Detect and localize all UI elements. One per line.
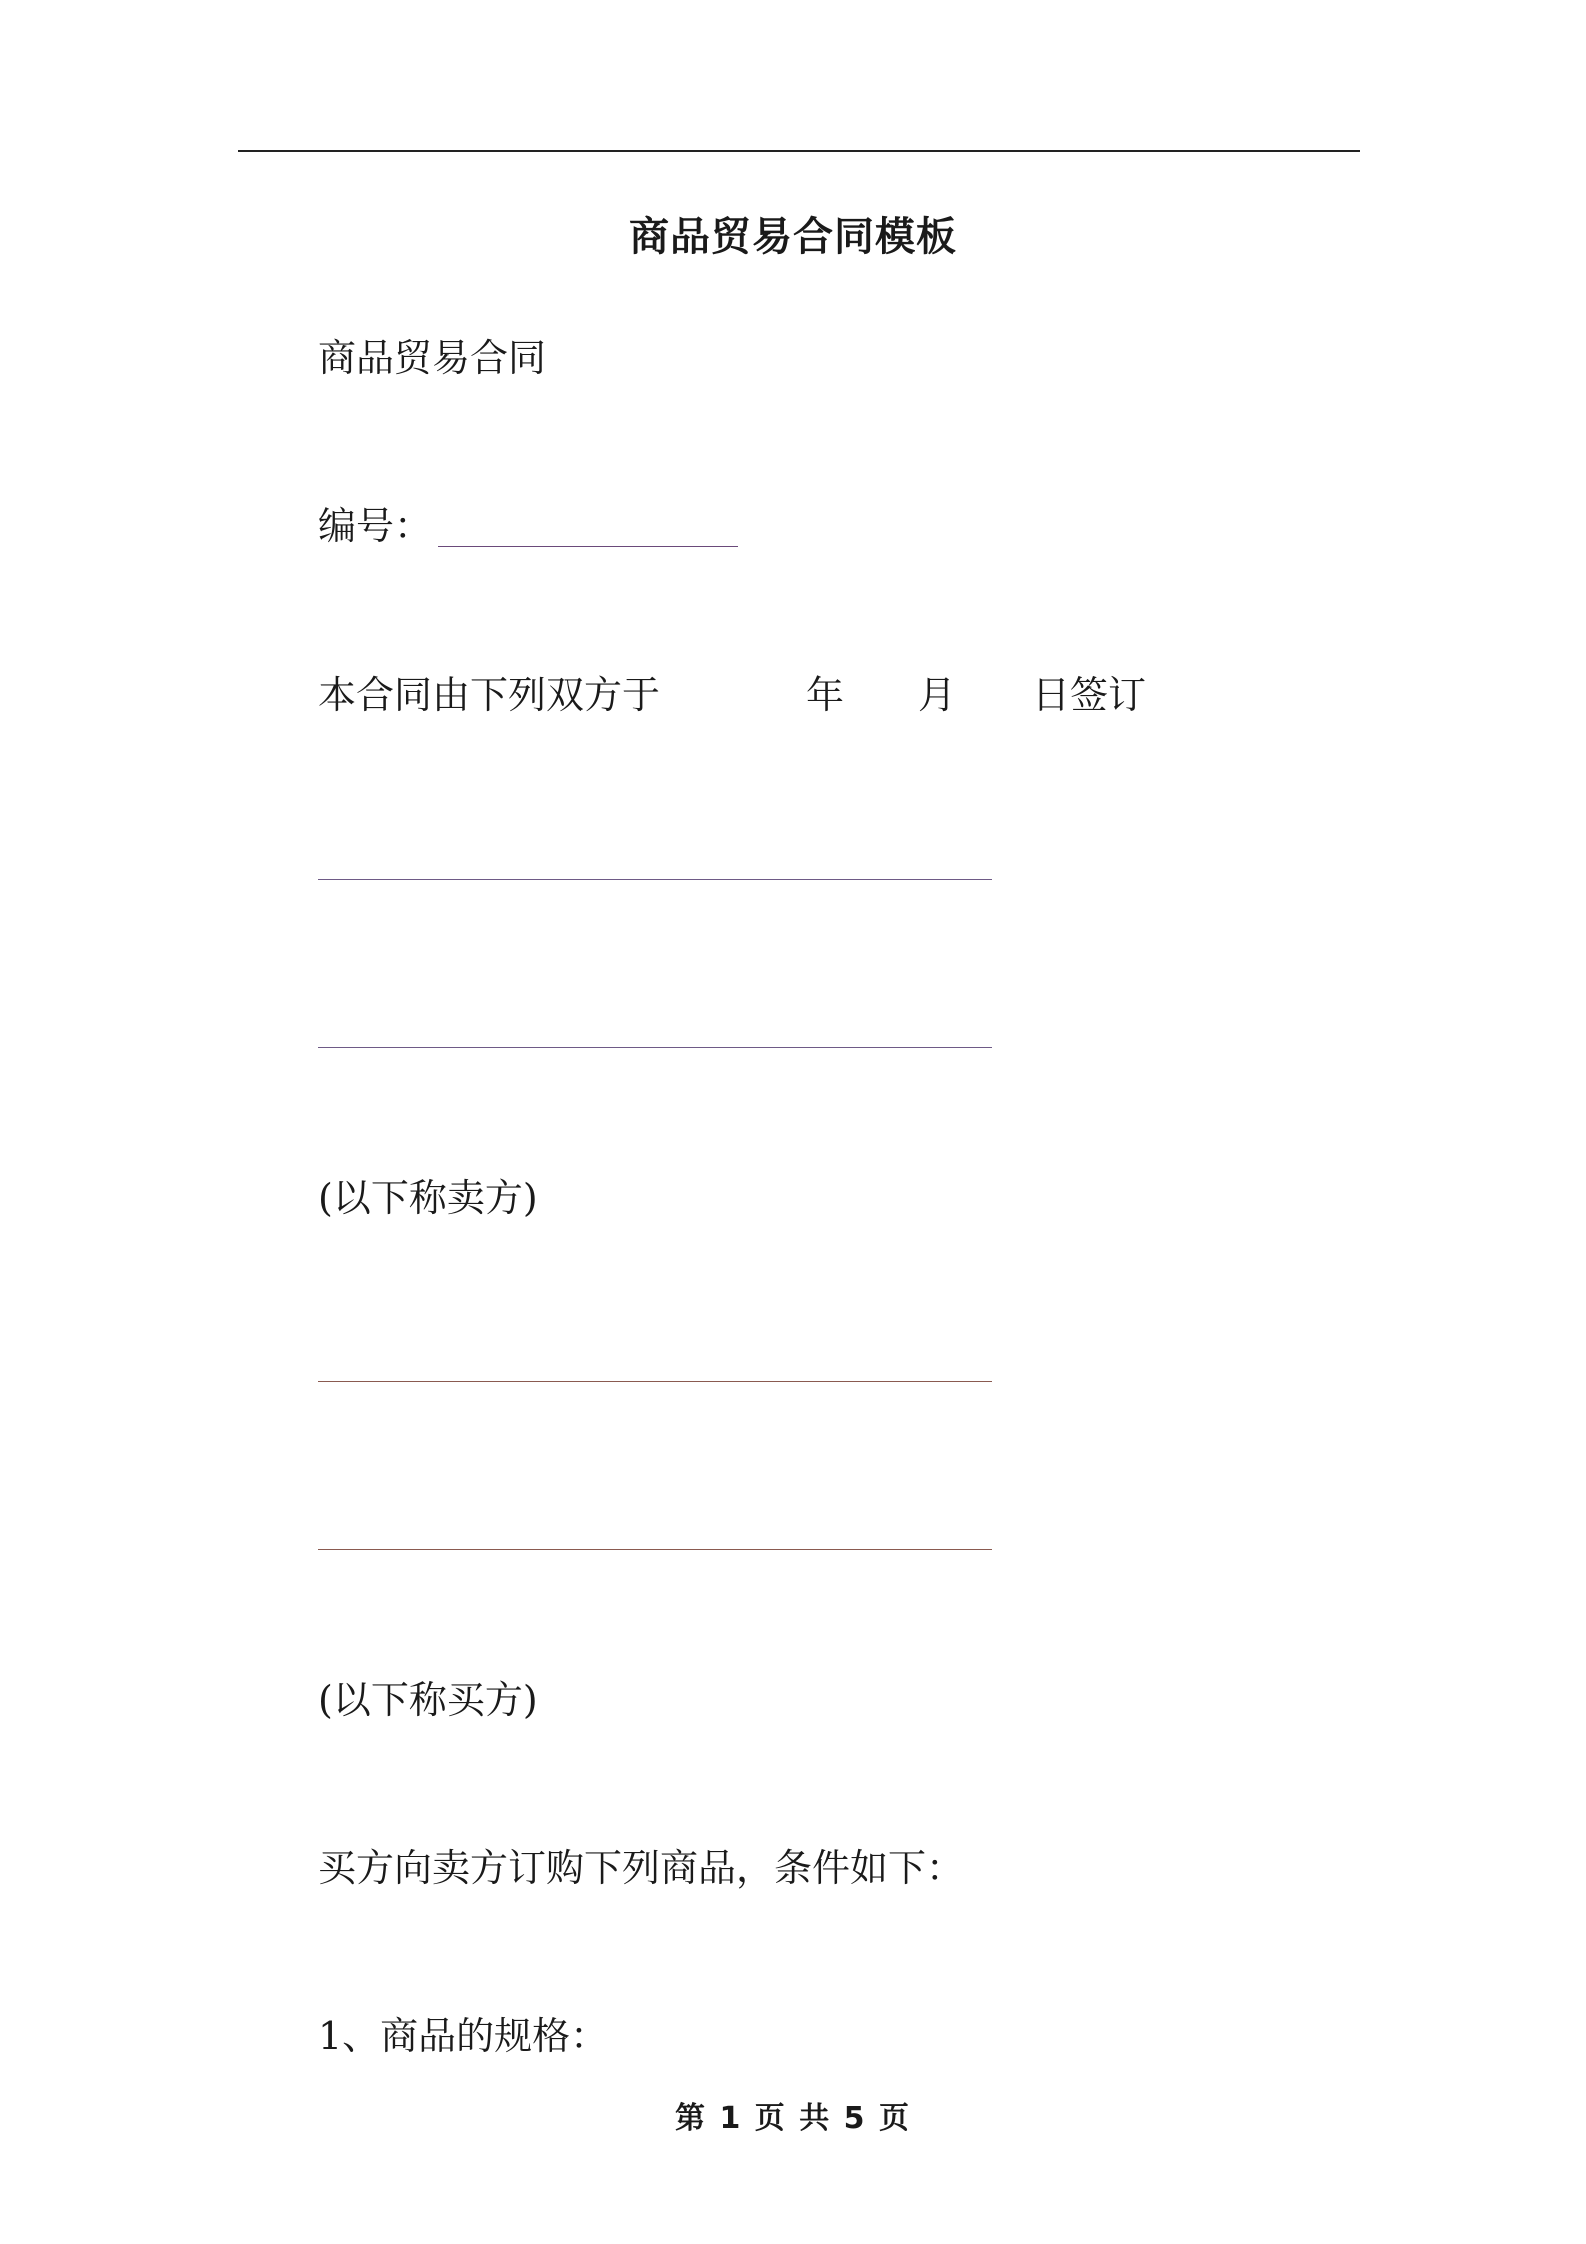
page-footer: 第 1 页 共 5 页 <box>675 2101 911 2136</box>
header-rule <box>238 150 1360 152</box>
order-statement: 买方向卖方订购下列商品，条件如下： <box>318 1846 965 1890</box>
buyer-note: (以下称买方) <box>318 1678 538 1722</box>
buyer-blank-line-1 <box>318 1381 992 1382</box>
seller-note: (以下称卖方) <box>318 1176 538 1220</box>
contract-number-label: 编号： <box>318 504 433 548</box>
document-title: 商品贸易合同模板 <box>629 213 957 260</box>
seller-blank-line-2 <box>318 1047 992 1048</box>
signing-year-label: 年 <box>806 673 845 717</box>
seller-blank-line-1 <box>318 879 992 880</box>
clause-1-heading: 1、商品的规格： <box>318 2014 609 2058</box>
contract-number-row <box>318 502 738 550</box>
signing-day-label: 日签订 <box>1032 673 1147 717</box>
contract-number-blank <box>438 546 738 547</box>
contract-heading: 商品贸易合同 <box>318 336 547 380</box>
signing-prefix: 本合同由下列双方于 <box>318 673 661 717</box>
signing-month-label: 月 <box>918 673 957 717</box>
buyer-blank-line-2 <box>318 1549 992 1550</box>
